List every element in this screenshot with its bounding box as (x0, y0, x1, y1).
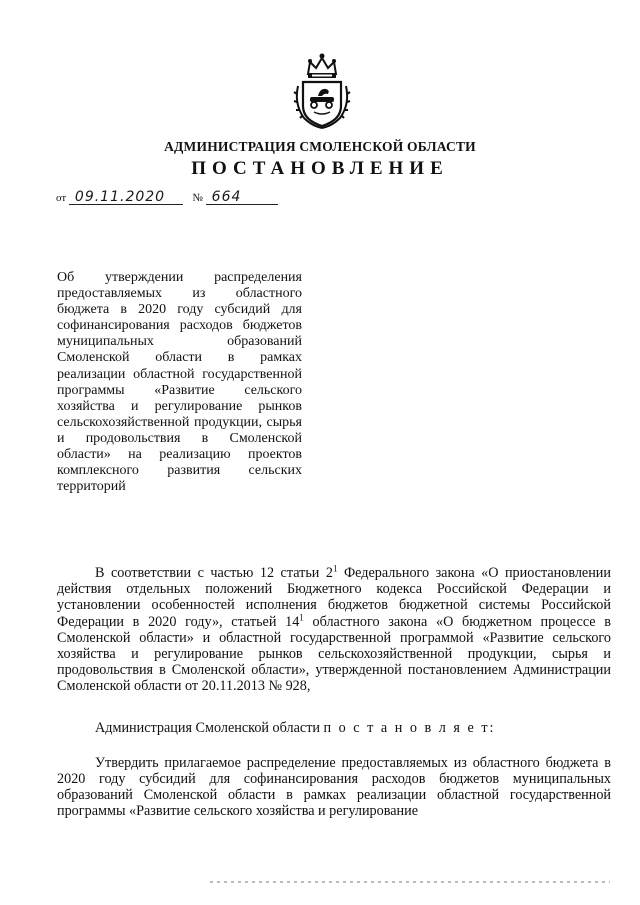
paragraph-text: В соответствии с частью 12 статьи 2 (95, 565, 333, 581)
paragraph-legal-basis (57, 565, 611, 695)
number-prefix: № (192, 192, 203, 204)
page-edge-marks (210, 880, 610, 884)
resolves-word: п о с т а н о в л я е т: (323, 719, 496, 736)
date-prefix: от (56, 192, 67, 204)
coat-of-arms-icon (292, 52, 352, 130)
date-number-line (56, 190, 278, 205)
date-value: 09.11.2020 (69, 190, 183, 205)
paragraph-text: Федерального закона «О приостановлении действия отдельных положений Бюджетного кодекса Российской Федерации и установлении особенностей исполнения бюджетов бюджетной системы Российской Федерации в 2020 году», статьей 14 (57, 565, 611, 630)
superscript: 1 (332, 563, 338, 574)
paragraph-text: областного закона «О бюджетном процессе в Смоленской области» и областной государственной программой «Развитие сельского хозяйства и регулирование рынков сельскохозяйственной продукции, сырья и продовольствия в Смоленской области», утвержденной постановлением Администрации Смоленской области от 20.11.2013 № 928, (57, 613, 611, 695)
document-subject: Об утверждении распределения предоставляемых из областного бюджета в 2020 году субсидий для софинансирования расходов бюджетов муниципальных образований Смоленской области в рамках реализации областной государственной программы «Развитие сельского хозяйства и регулирование рынков сельскохозяйственной продукции, сырья и продовольствия в Смоленской области» на реализацию проектов комплексного развития сельских территорий (57, 270, 302, 495)
paragraph-text: Администрация Смоленской области (95, 719, 324, 736)
superscript: 1 (299, 611, 304, 622)
document-type: ПОСТАНОВЛЕНИЕ (191, 158, 449, 179)
number-value: 664 (206, 190, 278, 205)
document-body (57, 565, 611, 820)
paragraph-resolution (57, 720, 611, 736)
paragraph-approve: Утвердить прилагаемое распределение предоставляемых из областного бюджета в 2020 году субсидий для софинансирования расходов бюджетов муниципальных образований Смоленской области в рамках реализации областной государственной программы «Развитие сельского хозяйства и регулирование (57, 754, 611, 820)
organization-name: АДМИНИСТРАЦИЯ СМОЛЕНСКОЙ ОБЛАСТИ (164, 139, 476, 154)
